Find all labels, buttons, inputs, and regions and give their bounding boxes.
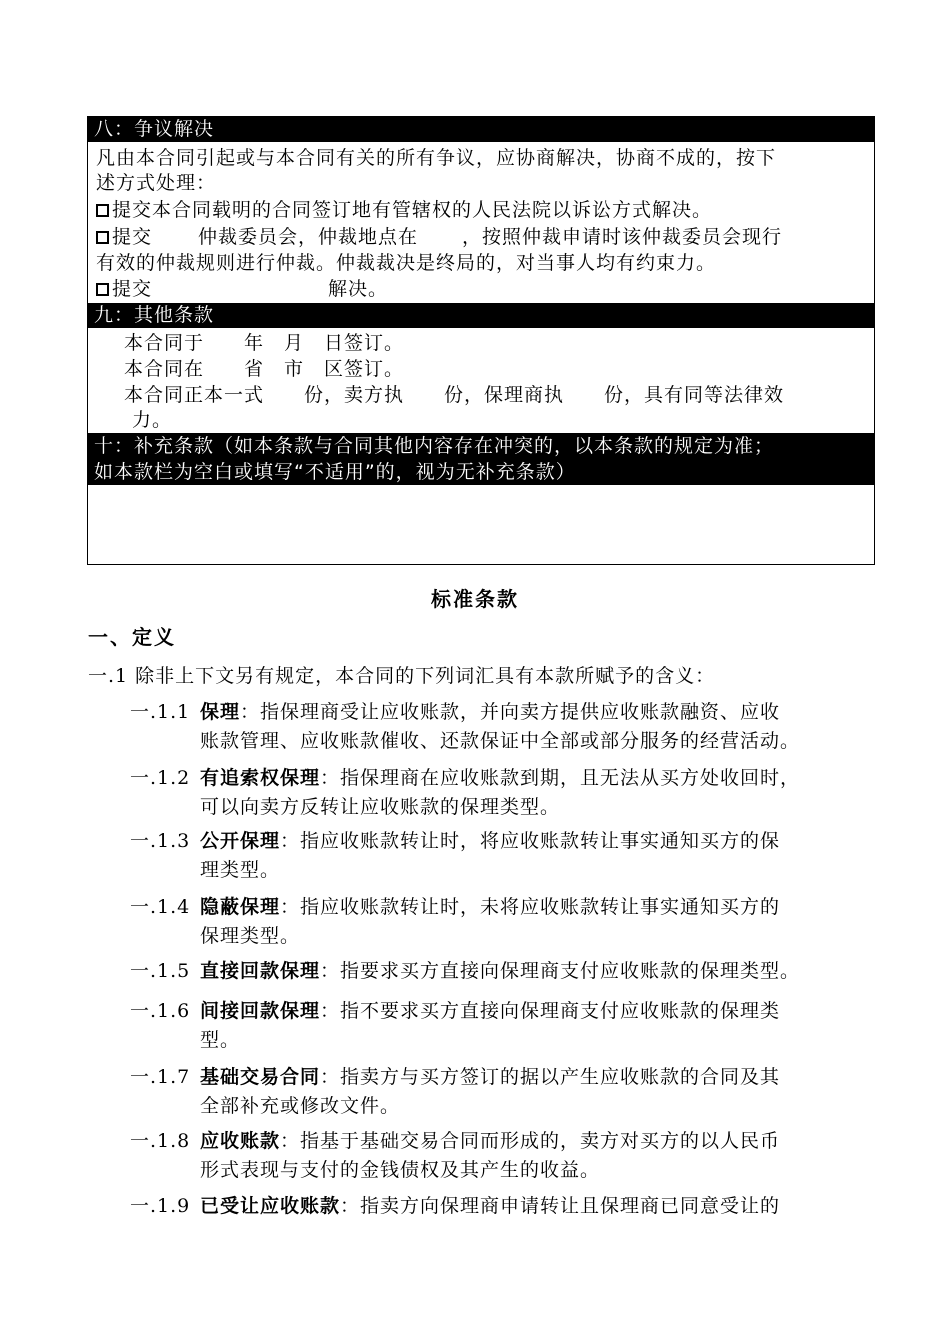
definition-term: 间接回款保理 — [200, 1000, 321, 1022]
checkbox-arbitration[interactable] — [96, 231, 109, 244]
definition-line-1: ：指卖方向保理商申请转让且保理商已同意受让的 — [340, 1195, 781, 1217]
s9-bullet-2: 本合同在 省 市 区签订。 — [124, 358, 405, 380]
definition-line-1: ：指应收账款转让时，未将应收账款转让事实通知买方的 — [280, 896, 781, 918]
definition-text — [200, 1063, 870, 1121]
definition-number: 一.1.1 — [130, 701, 191, 723]
section-9-header: 九：其他条款 — [88, 303, 874, 328]
definition-line-2: 型。 — [200, 1029, 241, 1051]
definition-line-2: 全部补充或修改文件。 — [200, 1095, 401, 1117]
s8-option-arbitration-cont: 有效的仲裁规则进行仲裁。仲裁裁决是终局的，对当事人均有约束力。 — [96, 252, 717, 274]
definition-text — [200, 1192, 870, 1221]
definition-text — [200, 957, 870, 986]
definition-term: 基础交易合同 — [200, 1066, 321, 1088]
s8-text-line-2: 述方式处理： — [96, 172, 217, 194]
section-heading: 一、定义 — [88, 625, 176, 649]
definition-line-1: ：指卖方与买方签订的据以产生应收账款的合同及其 — [320, 1066, 781, 1088]
s8-option-other: 提交 解决。 — [96, 276, 868, 302]
definition-number: 一.1.6 — [130, 1000, 191, 1022]
definition-line-1: ：指要求买方直接向保理商支付应收账款的保理类型。 — [320, 960, 801, 982]
definition-line-2: 保理类型。 — [200, 925, 301, 947]
section-8-header: 八：争议解决 — [88, 117, 874, 142]
definition-line-1: ：指不要求买方直接向保理商支付应收账款的保理类 — [320, 1000, 781, 1022]
definition-text — [200, 827, 870, 885]
definition-term: 应收账款 — [200, 1130, 281, 1152]
definition-line-1: ：指保理商受让应收账款，并向卖方提供应收账款融资、应收 — [240, 701, 781, 723]
definition-line-2: 形式表现与支付的金钱债权及其产生的收益。 — [200, 1159, 601, 1181]
s9-bullet-1: 本合同于 年 月 日签订。 — [124, 332, 405, 354]
definition-term: 有追索权保理 — [200, 767, 321, 789]
definition-term: 公开保理 — [200, 830, 281, 852]
definition-line-2: 可以向卖方反转让应收账款的保理类型。 — [200, 796, 561, 818]
definition-term: 直接回款保理 — [200, 960, 321, 982]
s9-bullet-3-cont: 力。 — [132, 409, 173, 431]
definition-text — [200, 1127, 870, 1185]
definition-number: 一.1.4 — [130, 896, 191, 918]
definition-text — [200, 997, 870, 1055]
definition-number: 一.1.9 — [130, 1195, 191, 1217]
s8-text-line-1: 凡由本合同引起或与本合同有关的所有争议，应协商解决，协商不成的，按下 — [96, 147, 777, 169]
definition-number: 一.1.5 — [130, 960, 191, 982]
page-title: 标准条款 — [431, 587, 519, 611]
definition-line-1: ：指应收账款转让时，将应收账款转让事实通知买方的保 — [280, 830, 781, 852]
definition-number: 一.1.8 — [130, 1130, 191, 1152]
s8-option-court: 提交本合同载明的合同签订地有管辖权的人民法院以诉讼方式解决。 — [96, 197, 868, 223]
definition-number: 一.1.3 — [130, 830, 191, 852]
definition-text — [200, 893, 870, 951]
s8-option-arbitration: 提交 仲裁委员会，仲裁地点在 ，按照仲裁申请时该仲裁委员会现行 — [96, 224, 868, 250]
definition-number: 一.1.2 — [130, 767, 191, 789]
supplementary-terms-blank[interactable] — [88, 487, 874, 565]
definition-term: 已受让应收账款 — [200, 1195, 341, 1217]
definition-term: 隐蔽保理 — [200, 896, 281, 918]
clause-1-1: 一.1 除非上下文另有规定，本合同的下列词汇具有本款所赋予的含义： — [88, 665, 716, 687]
definition-text — [200, 764, 870, 822]
s9-bullet-3: 本合同正本一式 份，卖方执 份，保理商执 份，具有同等法律效 — [124, 384, 785, 406]
definition-line-2: 账款管理、应收账款催收、还款保证中全部或部分服务的经营活动。 — [200, 730, 801, 752]
definition-line-2: 理类型。 — [200, 859, 281, 881]
definition-text — [200, 698, 870, 756]
definition-line-1: ：指基于基础交易合同而形成的，卖方对买方的以人民币 — [280, 1130, 781, 1152]
checkbox-court[interactable] — [96, 204, 109, 217]
contract-terms-table — [87, 116, 875, 565]
definition-number: 一.1.7 — [130, 1066, 191, 1088]
checkbox-other[interactable] — [96, 283, 109, 296]
definition-line-1: ：指保理商在应收账款到期，且无法从买方处收回时， — [320, 767, 801, 789]
definition-term: 保理 — [200, 701, 241, 723]
section-10-header: 十：补充条款（如本条款与合同其他内容存在冲突的，以本条款的规定为准； 如本款栏为空白或填写“不适用”的，视为无补充条款） — [88, 433, 874, 485]
